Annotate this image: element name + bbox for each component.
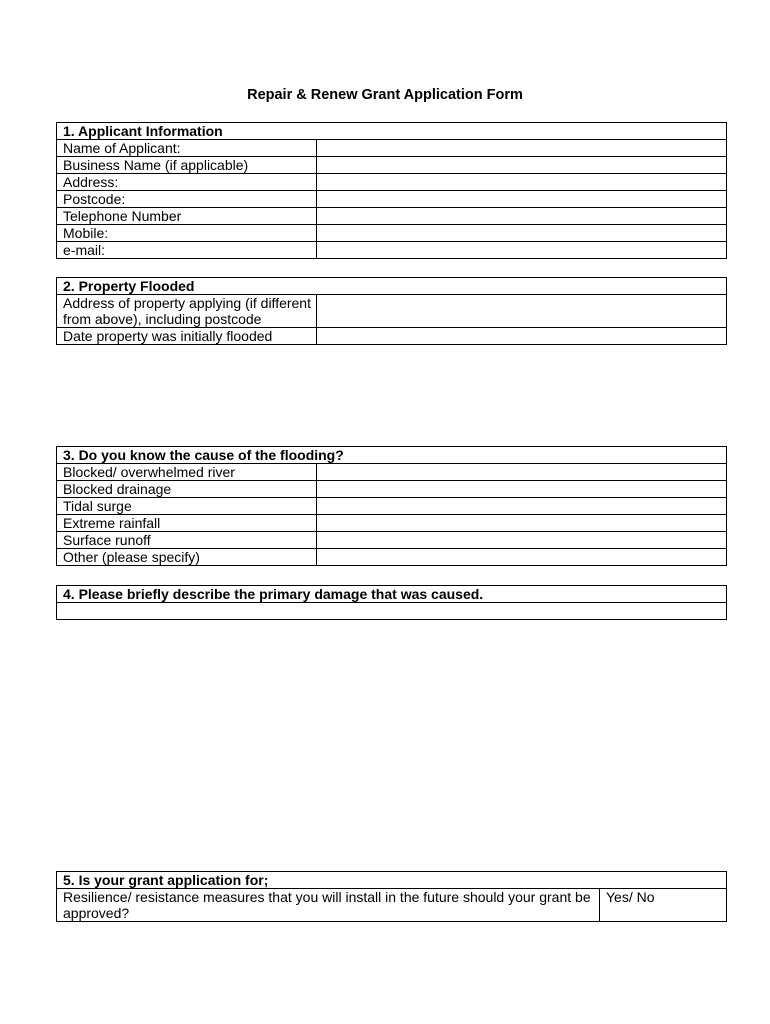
telephone-field[interactable] — [317, 208, 727, 225]
flood-date-field[interactable] — [317, 328, 727, 345]
flood-date-label: Date property was initially flooded — [57, 328, 317, 345]
cause-runoff-label: Surface runoff — [57, 532, 317, 549]
cause-rainfall-field[interactable] — [317, 515, 727, 532]
address-field[interactable] — [317, 174, 727, 191]
section-2-heading: 2. Property Flooded — [57, 278, 727, 295]
property-address-field[interactable] — [317, 295, 727, 328]
postcode-label: Postcode: — [57, 191, 317, 208]
telephone-label: Telephone Number — [57, 208, 317, 225]
damage-description-field[interactable] — [57, 603, 727, 620]
address-label: Address: — [57, 174, 317, 191]
section-4-heading: 4. Please briefly describe the primary damage that was caused. — [57, 586, 727, 603]
damage-description-table — [56, 585, 727, 620]
grant-type-table — [56, 871, 727, 922]
business-name-field[interactable] — [317, 157, 727, 174]
applicant-information-table — [56, 122, 727, 259]
cause-other-label: Other (please specify) — [57, 549, 317, 566]
yes-no-answer[interactable]: Yes/ No — [600, 889, 727, 922]
cause-tidal-label: Tidal surge — [57, 498, 317, 515]
property-address-label: Address of property applying (if different from above), including postcode — [57, 295, 317, 328]
cause-rainfall-label: Extreme rainfall — [57, 515, 317, 532]
section-1-heading: 1. Applicant Information — [57, 123, 727, 140]
cause-drainage-field[interactable] — [317, 481, 727, 498]
cause-other-field[interactable] — [317, 549, 727, 566]
cause-river-label: Blocked/ overwhelmed river — [57, 464, 317, 481]
section-3-heading: 3. Do you know the cause of the flooding? — [57, 447, 727, 464]
cause-drainage-label: Blocked drainage — [57, 481, 317, 498]
property-flooded-table — [56, 277, 727, 345]
email-label: e-mail: — [57, 242, 317, 259]
email-field[interactable] — [317, 242, 727, 259]
postcode-field[interactable] — [317, 191, 727, 208]
cause-tidal-field[interactable] — [317, 498, 727, 515]
resilience-question-label: Resilience/ resistance measures that you will install in the future should your grant be approved? — [57, 889, 600, 922]
applicant-name-field[interactable] — [317, 140, 727, 157]
flood-cause-table — [56, 446, 727, 566]
mobile-label: Mobile: — [57, 225, 317, 242]
business-name-label: Business Name (if applicable) — [57, 157, 317, 174]
section-5-heading: 5. Is your grant application for; — [57, 872, 727, 889]
cause-runoff-field[interactable] — [317, 532, 727, 549]
mobile-field[interactable] — [317, 225, 727, 242]
applicant-name-label: Name of Applicant: — [57, 140, 317, 157]
cause-river-field[interactable] — [317, 464, 727, 481]
form-title: Repair & Renew Grant Application Form — [247, 87, 523, 103]
